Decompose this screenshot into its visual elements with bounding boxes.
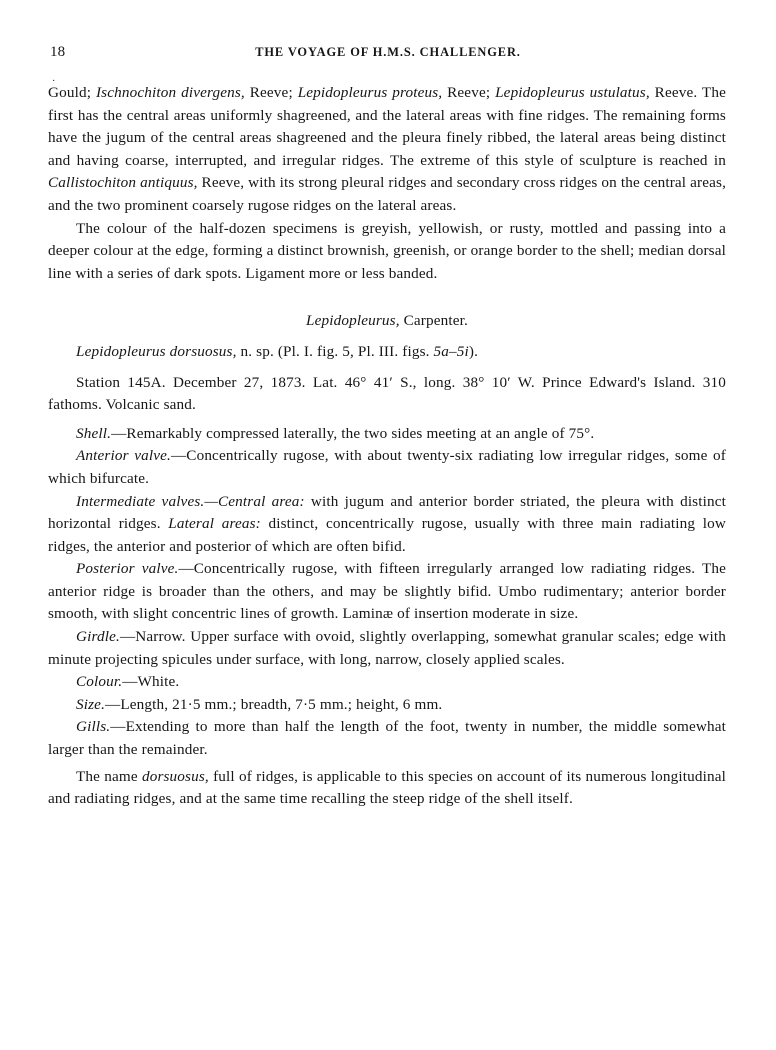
station-record: Station 145A. December 27, 1873. Lat. 46° 41′ S., long. 38° 10′ W. Prince Edward's Island. 310 fathoms. Volcanic sand. [48, 373, 726, 414]
species-heading: Lepidopleurus dorsuosus, n. sp. (Pl. I. fig. 5, Pl. III. figs. 5a–5i). [76, 342, 479, 360]
intro-paragraph-2: The colour of the half-dozen specimens is greyish, yellowish, or rusty, mottled and passing into a deeper colour at the edge, forming a distinct brownish, greenish, or orange border to the shell; median dorsal line with a series of dark spots. Ligament more or less banded. [48, 219, 726, 282]
page-body [48, 82, 726, 811]
running-title: THE VOYAGE OF H.M.S. CHALLENGER. [255, 45, 521, 59]
desc-anterior-valve: Anterior valve.—Concentrically rugose, with about twenty-six radiating low irregular ridges, some of which bifurcate. [48, 447, 726, 487]
desc-posterior-valve: Posterior valve.—Concentrically rugose, with fifteen irregularly arranged low radiating ridges. The anterior ridge is broader than the others, and may be slightly bifid. Umbo rudimentary; anterior border smooth, with slight concentric lines of growth. Laminæ of insertion moderate in size. [48, 560, 727, 623]
desc-shell: Shell.—Remarkably compressed laterally, the two sides meeting at an angle of 75°. [76, 424, 595, 442]
intro-paragraph-1: Gould; Ischnochiton divergens, Reeve; Lepidopleurus proteus, Reeve; Lepidopleurus ustulatus, Reeve. The first has the central areas uniformly shagreened, and the lateral areas with fine ridges. The remaining forms have the jugum of the central areas shagreened and the pleura finely ribbed, the lateral areas being distinct and having coarse, interrupted, and irregular ridges. The extreme of this style of sculpture is reached in Callistochiton antiquus, Reeve, with its strong pleural ridges and secondary cross ridges on the central areas, and the two prominent coarsely rugose ridges on the lateral areas. [48, 84, 727, 214]
desc-intermediate-valves: Intermediate valves.—Central area: with jugum and anterior border striated, the pleura with distinct horizontal ridges. Lateral areas: distinct, concentrically rugose, usually with three main radiating low ridges, the anterior and posterior of which are often bifid. [48, 492, 726, 555]
desc-girdle: Girdle.—Narrow. Upper surface with ovoid, slightly overlapping, somewhat granular scales; edge with minute projecting spicules under surface, with long, narrow, closely applied scales. [48, 628, 726, 668]
page-number: 18 [50, 44, 66, 60]
desc-colour: Colour.—White. [76, 673, 180, 691]
page-header [50, 44, 726, 66]
stray-mark: · [52, 76, 56, 87]
desc-size: Size.—Length, 21·5 mm.; breadth, 7·5 mm.; height, 6 mm. [76, 695, 443, 713]
genus-heading: Lepidopleurus, Carpenter. [306, 312, 468, 330]
closing-paragraph: The name dorsuosus, full of ridges, is applicable to this species on account of its numerous longitudinal and radiating ridges, and at the same time recalling the steep ridge of the shell itself. [48, 767, 726, 808]
desc-gills: Gills.—Extending to more than half the length of the foot, twenty in number, the middle somewhat larger than the remainder. [48, 718, 726, 759]
